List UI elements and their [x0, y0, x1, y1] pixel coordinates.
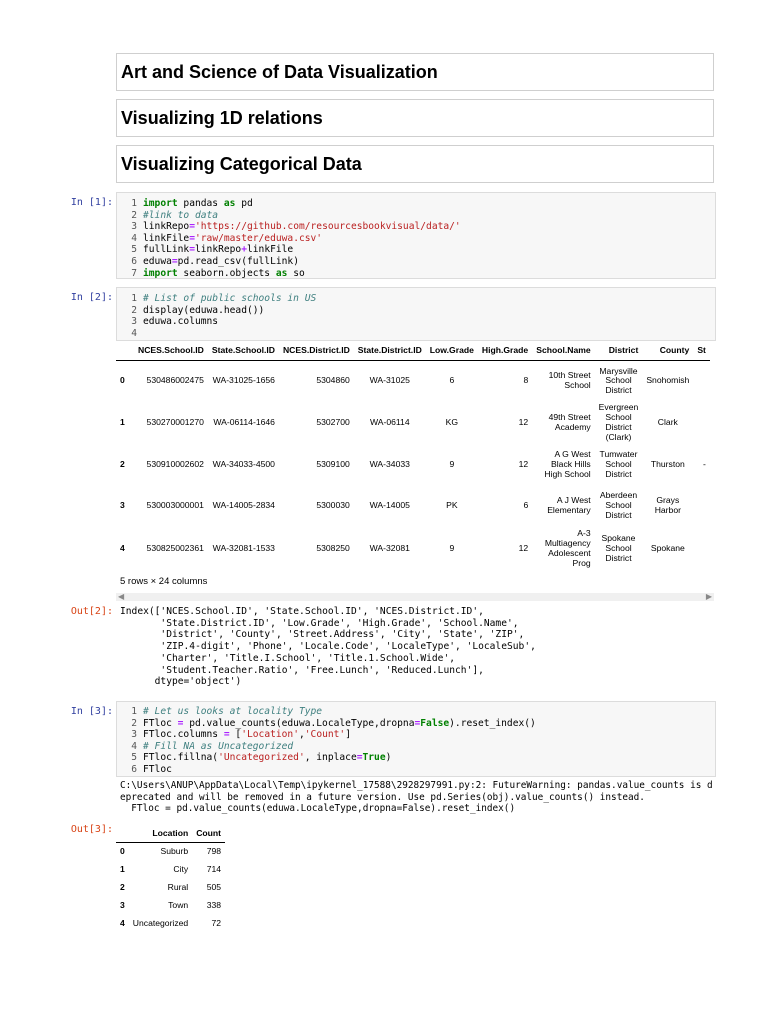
- table-cell: 530270001270: [146, 417, 204, 428]
- code-token: 'Uncategorized': [218, 752, 305, 764]
- code-token: # List of public schools in US: [143, 293, 317, 304]
- table-cell: Spokane: [650, 543, 685, 554]
- line-number: 3: [131, 316, 137, 328]
- code-line[interactable]: [117, 741, 715, 753]
- code-token: #link to data: [143, 209, 219, 221]
- table-cell: 9: [449, 459, 455, 470]
- table-cell: WA-34033-4500: [212, 459, 275, 470]
- code-token: =: [414, 717, 421, 729]
- code-cell-1[interactable]: [116, 192, 716, 279]
- table-cell: WA-34033: [369, 459, 410, 470]
- table-cell: Marysville School District: [599, 365, 638, 396]
- out-prompt-2: Out[2]:: [70, 606, 113, 617]
- code-line[interactable]: [117, 764, 715, 776]
- code-token: FTloc.fillna(: [143, 752, 219, 764]
- table-cell: Uncategorized: [132, 918, 189, 928]
- code-token: 'https://github.com/resourcesbookvisual/data/': [195, 221, 461, 233]
- code-cell-2[interactable]: [116, 287, 716, 341]
- table-cell: WA-32081: [369, 543, 410, 554]
- table-cell: A J West Elementary: [547, 495, 591, 515]
- code-line[interactable]: [117, 221, 715, 233]
- code-token: True: [362, 752, 386, 764]
- code-text: [143, 293, 316, 305]
- table-cell: 505: [206, 882, 222, 892]
- line-number: 2: [131, 304, 137, 316]
- code-line[interactable]: [117, 244, 715, 256]
- code-line[interactable]: [117, 328, 715, 340]
- code-token: # Let us looks at locality Type: [143, 706, 323, 717]
- row-index: 4: [120, 918, 125, 928]
- table-row: [116, 896, 225, 914]
- code-token: pd.read_csv(fullLink): [177, 255, 299, 267]
- row-index: 2: [120, 459, 125, 470]
- code-line[interactable]: [117, 268, 715, 280]
- heading-cell-2[interactable]: [116, 99, 714, 137]
- table-cell: Town: [168, 900, 189, 910]
- line-number: 1: [131, 198, 137, 209]
- table-cell: WA-31025-1656: [212, 375, 275, 386]
- code-text: [143, 221, 461, 233]
- code-cell-3[interactable]: [116, 701, 716, 777]
- code-token: pd.value_counts(eduwa.LocaleType,dropna: [183, 717, 415, 729]
- code-token: ): [385, 752, 392, 764]
- code-token: as: [223, 198, 236, 209]
- code-token: 'Count': [304, 729, 346, 741]
- table-cell: 530825002361: [146, 543, 204, 554]
- table-cell: 5300030: [316, 500, 350, 511]
- code-token: , inplace: [304, 752, 357, 764]
- table-row: [116, 444, 710, 486]
- column-header: State.District.ID: [357, 344, 422, 355]
- table-cell: WA-14005: [369, 500, 410, 511]
- column-header: NCES.School.ID: [138, 344, 204, 355]
- table-cell: 8: [523, 375, 529, 386]
- heading-section: Visualizing Categorical Data: [121, 154, 362, 174]
- column-header: NCES.District.ID: [282, 344, 350, 355]
- table-cell: Rural: [167, 882, 189, 892]
- column-header: Location: [152, 827, 189, 838]
- table-cell: 49th Street Academy: [548, 412, 591, 432]
- code-token: =: [189, 244, 195, 256]
- code-text: [143, 268, 305, 280]
- table-cell: -: [703, 459, 706, 470]
- row-index: 3: [120, 500, 125, 511]
- table-cell: A G West Black Hills High School: [544, 449, 591, 479]
- table-cell: 5302700: [316, 417, 350, 428]
- code-token: =: [177, 717, 184, 729]
- code-token: display(eduwa.head()): [143, 304, 265, 316]
- table-cell: 72: [211, 918, 222, 928]
- row-index: 1: [120, 417, 125, 428]
- columns-index-output: Index(['NCES.School.ID', 'State.School.ID', 'NCES.District.ID', 'State.District.ID', 'Low.Grade', 'High.Grade', 'School.Name', 'District', 'County', 'Street.Address', 'City', 'State', 'ZIP', 'ZIP.4-digit', 'Phone', 'Locale.Code', 'LocaleType', 'LocaleSub', 'Charter', 'Title.I.School', 'Title.1.School.Wide', 'Student.Teacher.Ratio', 'Free.Lunch', 'Reduced.Lunch'], dtype='object'): [120, 606, 536, 688]
- code-text: [143, 256, 299, 268]
- line-number: 3: [131, 221, 137, 233]
- code-line[interactable]: [117, 198, 715, 210]
- code-line[interactable]: [117, 305, 715, 317]
- column-header: Low.Grade: [429, 344, 474, 355]
- code-token: =: [189, 221, 195, 233]
- heading-cell-1[interactable]: [116, 53, 714, 91]
- line-number: 5: [131, 244, 137, 256]
- table-cell: A-3 Multiagency Adolescent Prog: [544, 528, 591, 568]
- code-text: [143, 210, 218, 222]
- table-cell: 6: [449, 375, 455, 386]
- code-token: FTloc.columns: [143, 729, 224, 741]
- in-prompt-1: In [1]:: [70, 197, 113, 208]
- table-row: [116, 360, 710, 402]
- code-line[interactable]: [117, 729, 715, 741]
- table-cell: [693, 402, 710, 444]
- code-text: [143, 198, 253, 210]
- code-text: [143, 305, 264, 317]
- code-token: =: [171, 255, 178, 267]
- line-number: 4: [131, 327, 137, 339]
- code-token: FTloc: [143, 717, 178, 729]
- code-line[interactable]: [117, 752, 715, 764]
- row-index: 3: [120, 900, 125, 910]
- in-prompt-2: In [2]:: [70, 292, 113, 303]
- table-header-row: [116, 340, 710, 360]
- line-number: 1: [131, 293, 137, 304]
- line-number: 2: [131, 209, 137, 221]
- table-cell: [693, 360, 710, 402]
- code-line[interactable]: [117, 233, 715, 245]
- table-cell: 12: [518, 417, 529, 428]
- table-cell: Spokane School District: [601, 533, 636, 563]
- code-token: ).reset_index(): [449, 717, 536, 729]
- code-line[interactable]: [117, 316, 715, 328]
- column-header: [116, 824, 129, 842]
- table-cell: 10th Street School: [548, 370, 591, 391]
- table-cell: Evergreen School District (Clark): [598, 402, 639, 442]
- code-token: False: [420, 717, 450, 729]
- table-header-row: [116, 824, 225, 842]
- table-cell: 12: [518, 543, 529, 554]
- scroll-right-icon[interactable]: ▶: [705, 592, 712, 601]
- table-cell: Aberdeen School District: [599, 490, 638, 520]
- table-cell: Suburb: [160, 846, 189, 857]
- code-line[interactable]: [117, 706, 715, 718]
- table-cell: 5304860: [316, 375, 350, 386]
- code-text: [143, 764, 172, 776]
- dataframe-output: [116, 340, 714, 572]
- table-row: [116, 914, 225, 932]
- column-header: School.Name: [536, 344, 591, 355]
- code-token: import: [143, 267, 178, 279]
- code-line[interactable]: [117, 718, 715, 730]
- code-text: [143, 706, 322, 718]
- table-cell: Tumwater School District: [599, 449, 638, 479]
- code-text: [143, 741, 293, 753]
- heading-cell-3[interactable]: [116, 145, 714, 183]
- column-header: State.School.ID: [211, 344, 275, 355]
- column-header: Count: [196, 827, 222, 838]
- table-cell: City: [173, 864, 189, 874]
- code-text: [143, 244, 293, 256]
- table-row: [116, 526, 710, 572]
- column-header: St: [697, 344, 706, 355]
- row-index: 2: [120, 882, 125, 892]
- code-token: fullLink: [143, 244, 190, 256]
- table-row: [116, 486, 710, 526]
- out-prompt-3: Out[3]:: [70, 824, 113, 835]
- row-index: 0: [120, 375, 125, 386]
- horizontal-scrollbar[interactable]: [116, 593, 714, 601]
- table-cell: Clark: [657, 417, 678, 428]
- code-token: 'Location': [241, 729, 299, 741]
- scroll-left-icon[interactable]: ◀: [118, 592, 125, 601]
- code-token: pd: [235, 198, 253, 209]
- line-number: 6: [131, 763, 137, 775]
- code-token: as: [275, 267, 288, 279]
- table-cell: 530003000001: [146, 500, 204, 511]
- table-cell: 5309100: [316, 459, 350, 470]
- table-cell: Thurston: [650, 459, 685, 470]
- table-cell: WA-06114: [369, 417, 410, 428]
- line-number: 2: [131, 717, 137, 729]
- code-token: eduwa.columns: [143, 316, 219, 328]
- table-row: [116, 860, 225, 878]
- heading-title: Art and Science of Data Visualization: [121, 62, 438, 82]
- line-number: 3: [131, 729, 137, 741]
- code-line[interactable]: [117, 293, 715, 305]
- in-prompt-3: In [3]:: [70, 706, 113, 717]
- code-token: +: [241, 244, 247, 256]
- code-token: FTloc: [143, 763, 172, 775]
- table-cell: WA-32081-1533: [212, 543, 275, 554]
- line-number: 4: [131, 232, 137, 244]
- table-cell: 12: [518, 459, 529, 470]
- code-token: so: [287, 267, 305, 279]
- code-line[interactable]: [117, 256, 715, 268]
- code-token: ,: [298, 729, 305, 741]
- code-token: # Fill NA as Uncategorized: [143, 740, 294, 752]
- code-token: =: [223, 729, 230, 741]
- code-token: import: [143, 198, 178, 209]
- table-cell: Snohomish: [646, 375, 690, 386]
- future-warning-text: C:\Users\ANUP\AppData\Local\Temp\ipykernel_17588\2928297991.py:2: FutureWarning: pandas.value_counts is d eprecated and will be removed in a future version. Use pd.Series(obj).value_counts() instead. FTloc = pd.value_counts(eduwa.LocaleType,dropna=False).reset_index(): [120, 780, 713, 815]
- code-token: linkFile: [143, 232, 190, 244]
- code-text: [143, 233, 322, 245]
- table-cell: 6: [523, 500, 529, 511]
- code-token: linkRepo: [195, 244, 242, 256]
- line-number: 6: [131, 255, 137, 267]
- table-cell: 530910002602: [146, 459, 204, 470]
- column-header: High.Grade: [481, 344, 529, 355]
- table-cell: WA-14005-2834: [212, 500, 275, 511]
- code-token: pandas: [177, 198, 224, 209]
- code-token: linkRepo: [143, 221, 190, 233]
- table-cell: [693, 526, 710, 572]
- table-row: [116, 402, 710, 444]
- code-token: ]: [345, 729, 351, 741]
- table-cell: Grays Harbor: [654, 495, 681, 515]
- table-cell: [693, 486, 710, 526]
- table-cell: WA-06114-1646: [213, 417, 275, 428]
- code-text: [143, 752, 391, 764]
- table-cell: KG: [445, 417, 459, 428]
- code-text: [143, 316, 218, 328]
- line-number: 4: [131, 740, 137, 752]
- row-index: 0: [120, 846, 125, 857]
- table-cell: 5308250: [316, 543, 350, 554]
- code-text: [143, 718, 536, 730]
- table-row: [116, 878, 225, 896]
- code-token: seaborn.objects: [177, 267, 276, 279]
- table-cell: 9: [449, 543, 455, 554]
- code-token: [: [229, 729, 242, 741]
- line-number: 5: [131, 752, 137, 764]
- heading-subtitle: Visualizing 1D relations: [121, 108, 323, 128]
- table-row: [116, 842, 225, 860]
- code-token: 'raw/master/eduwa.csv': [195, 232, 323, 244]
- table-cell: 530486002475: [146, 375, 204, 386]
- location-count-table: [116, 824, 225, 932]
- row-index: 1: [120, 864, 125, 874]
- table-cell: 798: [206, 846, 222, 857]
- code-token: linkFile: [247, 244, 294, 256]
- line-number: 1: [131, 706, 137, 717]
- dataframe-summary: 5 rows × 24 columns: [120, 576, 208, 587]
- table-cell: 338: [206, 900, 222, 910]
- column-header: County: [659, 344, 690, 355]
- code-token: =: [356, 752, 363, 764]
- line-number: 7: [131, 267, 137, 279]
- code-text: [143, 729, 351, 741]
- code-line[interactable]: [117, 210, 715, 222]
- table-cell: PK: [446, 500, 458, 511]
- table-cell: WA-31025: [369, 375, 410, 386]
- table-cell: 714: [206, 864, 222, 874]
- code-token: =: [189, 232, 195, 244]
- column-header: District: [608, 344, 639, 355]
- column-header: [116, 340, 134, 360]
- dataframe-table: [116, 340, 710, 572]
- code-token: eduwa: [143, 255, 172, 267]
- row-index: 4: [120, 543, 125, 554]
